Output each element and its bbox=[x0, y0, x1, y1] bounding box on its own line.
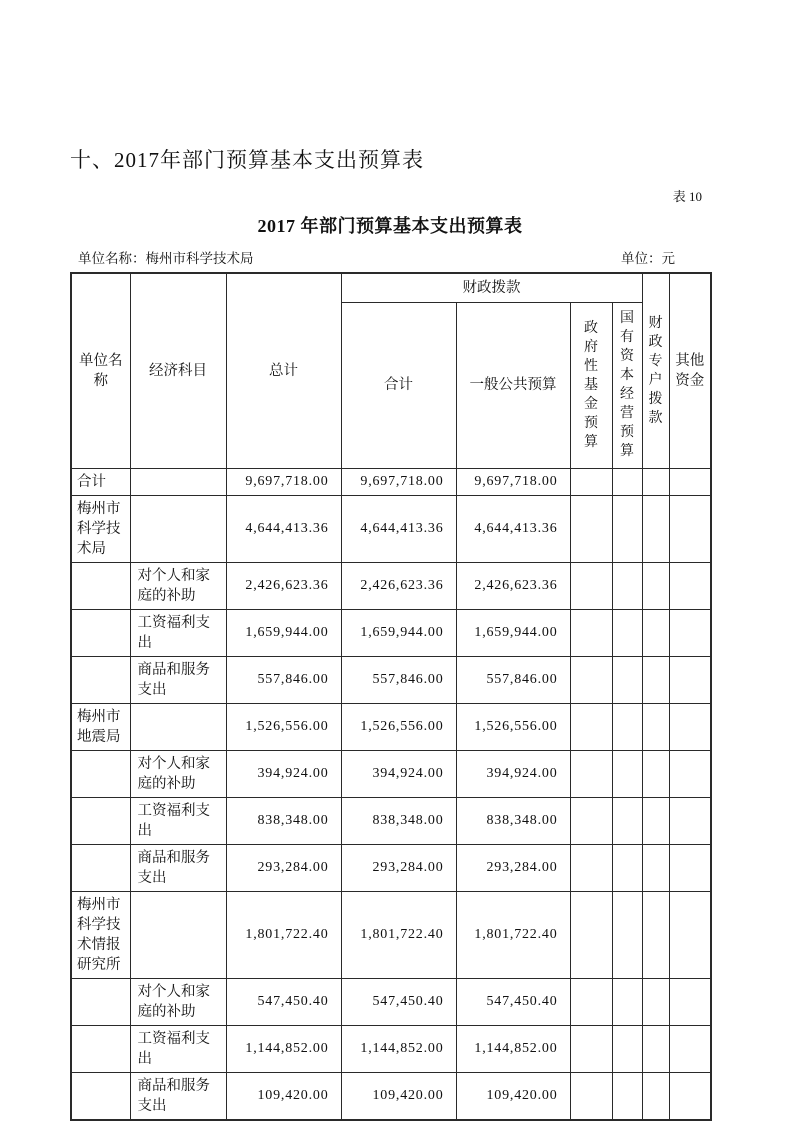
cell-special-account bbox=[642, 656, 669, 703]
cell-subject: 工资福利支出 bbox=[130, 797, 226, 844]
cell-subject bbox=[130, 468, 226, 495]
cell-general-public: 9,697,718.00 bbox=[456, 468, 570, 495]
cell-total: 1,659,944.00 bbox=[226, 609, 341, 656]
cell-general-public: 4,644,413.36 bbox=[456, 495, 570, 562]
table-row bbox=[71, 844, 711, 891]
cell-subject: 对个人和家庭的补助 bbox=[130, 978, 226, 1025]
cell-government-fund bbox=[570, 656, 612, 703]
cell-unit: 梅州市科学技术情报研究所 bbox=[71, 891, 130, 978]
cell-subject: 对个人和家庭的补助 bbox=[130, 562, 226, 609]
table-row bbox=[71, 797, 711, 844]
cell-allocation-total: 394,924.00 bbox=[341, 750, 456, 797]
cell-subject: 商品和服务支出 bbox=[130, 844, 226, 891]
cell-special-account bbox=[642, 797, 669, 844]
cell-total: 547,450.40 bbox=[226, 978, 341, 1025]
cell-unit bbox=[71, 656, 130, 703]
cell-other-funds bbox=[669, 978, 711, 1025]
cell-allocation-total: 1,801,722.40 bbox=[341, 891, 456, 978]
cell-total: 9,697,718.00 bbox=[226, 468, 341, 495]
cell-total: 1,144,852.00 bbox=[226, 1025, 341, 1072]
cell-general-public: 109,420.00 bbox=[456, 1072, 570, 1120]
cell-other-funds bbox=[669, 562, 711, 609]
cell-subject bbox=[130, 891, 226, 978]
cell-allocation-total: 9,697,718.00 bbox=[341, 468, 456, 495]
cell-allocation-total: 547,450.40 bbox=[341, 978, 456, 1025]
cell-subject: 商品和服务支出 bbox=[130, 656, 226, 703]
table-row bbox=[71, 978, 711, 1025]
cell-subject: 工资福利支出 bbox=[130, 1025, 226, 1072]
cell-government-fund bbox=[570, 703, 612, 750]
cell-special-account bbox=[642, 495, 669, 562]
cell-unit bbox=[71, 562, 130, 609]
budget-table bbox=[70, 272, 712, 1121]
cell-other-funds bbox=[669, 656, 711, 703]
cell-allocation-total: 4,644,413.36 bbox=[341, 495, 456, 562]
cell-general-public: 547,450.40 bbox=[456, 978, 570, 1025]
cell-unit: 梅州市科学技术局 bbox=[71, 495, 130, 562]
table-row bbox=[71, 1072, 711, 1120]
cell-other-funds bbox=[669, 844, 711, 891]
cell-state-capital bbox=[612, 562, 642, 609]
cell-special-account bbox=[642, 562, 669, 609]
header-general-public-budget: 一般公共预算 bbox=[456, 302, 570, 468]
cell-total: 1,526,556.00 bbox=[226, 703, 341, 750]
table-row bbox=[71, 468, 711, 495]
cell-special-account bbox=[642, 703, 669, 750]
cell-state-capital bbox=[612, 891, 642, 978]
cell-government-fund bbox=[570, 1025, 612, 1072]
cell-subject bbox=[130, 703, 226, 750]
table-meta-row bbox=[70, 247, 710, 267]
cell-general-public: 1,526,556.00 bbox=[456, 703, 570, 750]
currency-unit-label: 单位：元 bbox=[621, 251, 675, 266]
cell-unit bbox=[71, 1025, 130, 1072]
header-allocation-total: 合计 bbox=[341, 302, 456, 468]
cell-government-fund bbox=[570, 891, 612, 978]
cell-unit bbox=[71, 797, 130, 844]
cell-other-funds bbox=[669, 468, 711, 495]
cell-allocation-total: 838,348.00 bbox=[341, 797, 456, 844]
table-row bbox=[71, 891, 711, 978]
header-unit-name: 单位名称 bbox=[71, 273, 130, 468]
cell-general-public: 557,846.00 bbox=[456, 656, 570, 703]
table-row bbox=[71, 703, 711, 750]
cell-special-account bbox=[642, 1025, 669, 1072]
cell-subject bbox=[130, 495, 226, 562]
cell-state-capital bbox=[612, 978, 642, 1025]
cell-unit bbox=[71, 844, 130, 891]
cell-allocation-total: 1,144,852.00 bbox=[341, 1025, 456, 1072]
cell-government-fund bbox=[570, 609, 612, 656]
cell-government-fund bbox=[570, 562, 612, 609]
cell-allocation-total: 1,659,944.00 bbox=[341, 609, 456, 656]
cell-government-fund bbox=[570, 797, 612, 844]
unit-name-label: 单位名称：梅州市科学技术局 bbox=[78, 251, 254, 266]
cell-general-public: 1,801,722.40 bbox=[456, 891, 570, 978]
cell-other-funds bbox=[669, 703, 711, 750]
cell-other-funds bbox=[669, 1025, 711, 1072]
cell-total: 109,420.00 bbox=[226, 1072, 341, 1120]
cell-total: 4,644,413.36 bbox=[226, 495, 341, 562]
cell-state-capital bbox=[612, 797, 642, 844]
cell-state-capital bbox=[612, 1072, 642, 1120]
cell-government-fund bbox=[570, 495, 612, 562]
table-title: 2017 年部门预算基本支出预算表 bbox=[257, 216, 523, 236]
cell-special-account bbox=[642, 750, 669, 797]
cell-subject: 对个人和家庭的补助 bbox=[130, 750, 226, 797]
cell-unit: 合计 bbox=[71, 468, 130, 495]
table-row bbox=[71, 656, 711, 703]
header-state-capital-budget bbox=[612, 302, 642, 468]
cell-other-funds bbox=[669, 891, 711, 978]
table-number: 表 10 bbox=[672, 189, 702, 204]
table-row bbox=[71, 609, 711, 656]
cell-state-capital bbox=[612, 609, 642, 656]
table-row bbox=[71, 562, 711, 609]
table-row bbox=[71, 495, 711, 562]
cell-state-capital bbox=[612, 1025, 642, 1072]
cell-unit bbox=[71, 978, 130, 1025]
cell-subject: 商品和服务支出 bbox=[130, 1072, 226, 1120]
cell-unit bbox=[71, 750, 130, 797]
header-state-capital-budget-text: 国有资本经营预算 bbox=[620, 311, 634, 459]
cell-state-capital bbox=[612, 468, 642, 495]
cell-general-public: 1,144,852.00 bbox=[456, 1025, 570, 1072]
cell-general-public: 1,659,944.00 bbox=[456, 609, 570, 656]
cell-total: 2,426,623.36 bbox=[226, 562, 341, 609]
cell-government-fund bbox=[570, 750, 612, 797]
cell-other-funds bbox=[669, 797, 711, 844]
header-government-fund-budget-text: 政府性基金预算 bbox=[584, 320, 598, 450]
cell-general-public: 838,348.00 bbox=[456, 797, 570, 844]
cell-general-public: 394,924.00 bbox=[456, 750, 570, 797]
cell-allocation-total: 109,420.00 bbox=[341, 1072, 456, 1120]
cell-allocation-total: 1,526,556.00 bbox=[341, 703, 456, 750]
cell-general-public: 2,426,623.36 bbox=[456, 562, 570, 609]
cell-government-fund bbox=[570, 844, 612, 891]
cell-special-account bbox=[642, 844, 669, 891]
cell-special-account bbox=[642, 891, 669, 978]
table-row bbox=[71, 750, 711, 797]
cell-state-capital bbox=[612, 656, 642, 703]
cell-special-account bbox=[642, 978, 669, 1025]
cell-unit bbox=[71, 1072, 130, 1120]
header-economic-subject: 经济科目 bbox=[130, 273, 226, 468]
header-fiscal-special-account bbox=[642, 273, 669, 468]
header-fiscal-special-account-text: 财政专户拨款 bbox=[648, 315, 663, 426]
cell-other-funds bbox=[669, 1072, 711, 1120]
cell-total: 394,924.00 bbox=[226, 750, 341, 797]
cell-special-account bbox=[642, 609, 669, 656]
cell-special-account bbox=[642, 1072, 669, 1120]
cell-government-fund bbox=[570, 468, 612, 495]
section-title: 十、2017年部门预算基本支出预算表 bbox=[70, 148, 424, 172]
table-row bbox=[71, 1025, 711, 1072]
cell-state-capital bbox=[612, 844, 642, 891]
header-fiscal-allocation-group: 财政拨款 bbox=[341, 273, 642, 302]
header-other-funds: 其他资金 bbox=[669, 273, 711, 468]
cell-total: 293,284.00 bbox=[226, 844, 341, 891]
cell-allocation-total: 293,284.00 bbox=[341, 844, 456, 891]
cell-government-fund bbox=[570, 1072, 612, 1120]
cell-subject: 工资福利支出 bbox=[130, 609, 226, 656]
cell-special-account bbox=[642, 468, 669, 495]
header-grand-total: 总计 bbox=[226, 273, 341, 468]
cell-state-capital bbox=[612, 703, 642, 750]
header-government-fund-budget bbox=[570, 302, 612, 468]
cell-unit: 梅州市地震局 bbox=[71, 703, 130, 750]
cell-state-capital bbox=[612, 750, 642, 797]
cell-state-capital bbox=[612, 495, 642, 562]
cell-general-public: 293,284.00 bbox=[456, 844, 570, 891]
cell-total: 838,348.00 bbox=[226, 797, 341, 844]
cell-total: 1,801,722.40 bbox=[226, 891, 341, 978]
cell-allocation-total: 557,846.00 bbox=[341, 656, 456, 703]
cell-other-funds bbox=[669, 750, 711, 797]
cell-total: 557,846.00 bbox=[226, 656, 341, 703]
cell-allocation-total: 2,426,623.36 bbox=[341, 562, 456, 609]
cell-government-fund bbox=[570, 978, 612, 1025]
cell-other-funds bbox=[669, 609, 711, 656]
cell-other-funds bbox=[669, 495, 711, 562]
cell-unit bbox=[71, 609, 130, 656]
